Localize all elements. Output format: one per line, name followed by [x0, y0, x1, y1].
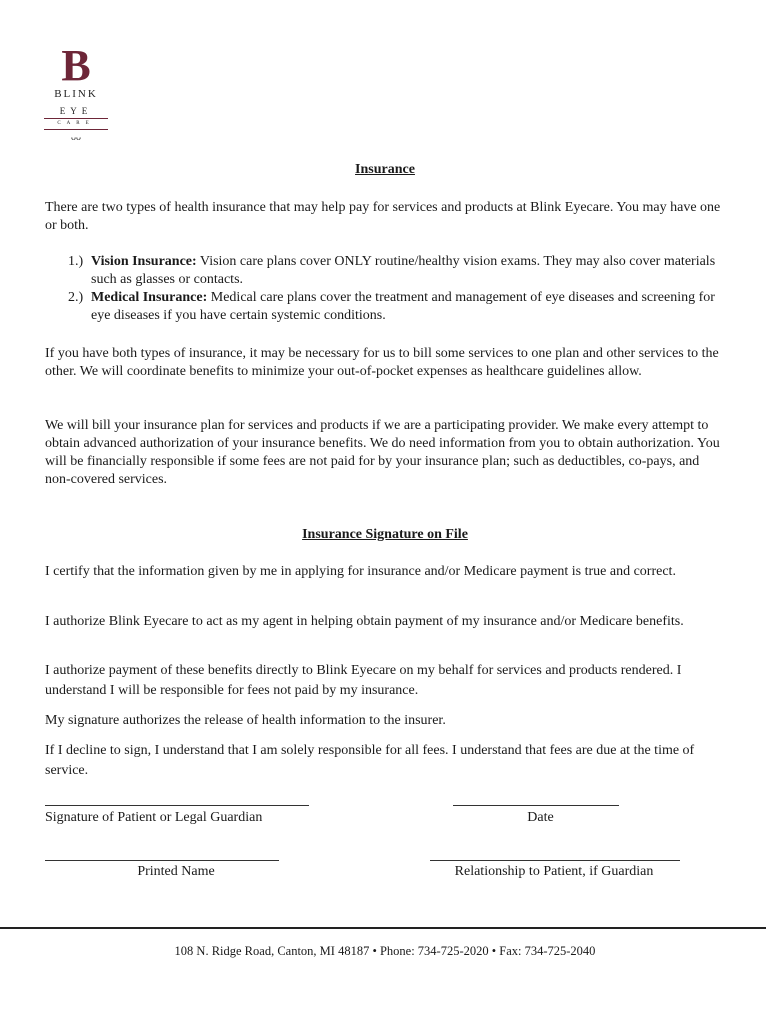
coordination-paragraph: If you have both types of insurance, it may be necessary for us to bill some services to one plan and other services to the other. We will coordinate benefits to minimize your out-of-pocket expenses as healthcare guidelines allow. [45, 346, 719, 379]
list-item-text: Vision care plans cover ONLY routine/healthy vision exams. They may also cover materials such as glasses or contacts. [91, 254, 716, 287]
insurance-types-list [68, 253, 718, 325]
logo-care-text: CARE [57, 121, 95, 126]
authorize-payment-paragraph: I authorize payment of these benefits directly to Blink Eyecare on my behalf for services and products rendered. I understand I will be responsible for fees not paid by my insurance. [45, 663, 682, 698]
logo-name: BLINK [54, 88, 98, 100]
relationship-line[interactable] [430, 860, 680, 861]
list-item [68, 253, 718, 289]
patient-signature-label: Signature of Patient or Legal Guardian [45, 810, 263, 825]
logo-eye-text: EYE [59, 106, 93, 116]
decline-paragraph: If I decline to sign, I understand that I am solely responsible for all fees. I understand that fees are due at the time of service. [45, 743, 695, 778]
list-item-label: Medical Insurance: [91, 290, 208, 305]
logo-divider [44, 129, 108, 130]
list-item-label: Vision Insurance: [91, 254, 197, 269]
insurance-heading: Insurance [355, 162, 415, 177]
list-item-number: 2.) [68, 290, 84, 305]
release-paragraph: My signature authorizes the release of health information to the insurer. [45, 713, 446, 728]
list-item [68, 289, 718, 325]
logo-divider [44, 118, 108, 119]
list-item-number: 1.) [68, 254, 84, 269]
list-item-text: Medical care plans cover the treatment and management of eye diseases and screening for eye diseases if you have certain systemic conditions. [91, 290, 715, 323]
billing-paragraph: We will bill your insurance plan for services and products if we are a participating provider. We make every attempt to obtain advanced authorization of your insurance benefits. We do need information from you to obtain authorization. You will be financially responsible if some fees are not paid for by your insurance plan; such as deductibles, co-pays, and non-covered services. [45, 418, 720, 487]
footer-divider [0, 927, 766, 929]
printed-name-label: Printed Name [137, 864, 215, 879]
patient-signature-line[interactable] [45, 805, 309, 806]
glasses-icon: ᴗᴗ [71, 132, 81, 143]
logo-letter: B [61, 41, 91, 90]
relationship-label: Relationship to Patient, if Guardian [454, 864, 654, 879]
printed-name-line[interactable] [45, 860, 279, 861]
date-label: Date [527, 810, 554, 825]
date-line[interactable] [453, 805, 619, 806]
footer-contact: 108 N. Ridge Road, Canton, MI 48187 • Phone: 734-725-2020 • Fax: 734-725-2040 [174, 944, 596, 958]
blink-eyecare-logo [44, 41, 108, 144]
certify-paragraph: I certify that the information given by me in applying for insurance and/or Medicare payment is true and correct. [45, 564, 676, 579]
authorize-agent-paragraph: I authorize Blink Eyecare to act as my agent in helping obtain payment of my insurance and/or Medicare benefits. [45, 614, 684, 629]
intro-paragraph: There are two types of health insurance that may help pay for services and products at Blink Eyecare. You may have one or both. [45, 200, 721, 233]
signature-on-file-heading: Insurance Signature on File [302, 527, 468, 542]
